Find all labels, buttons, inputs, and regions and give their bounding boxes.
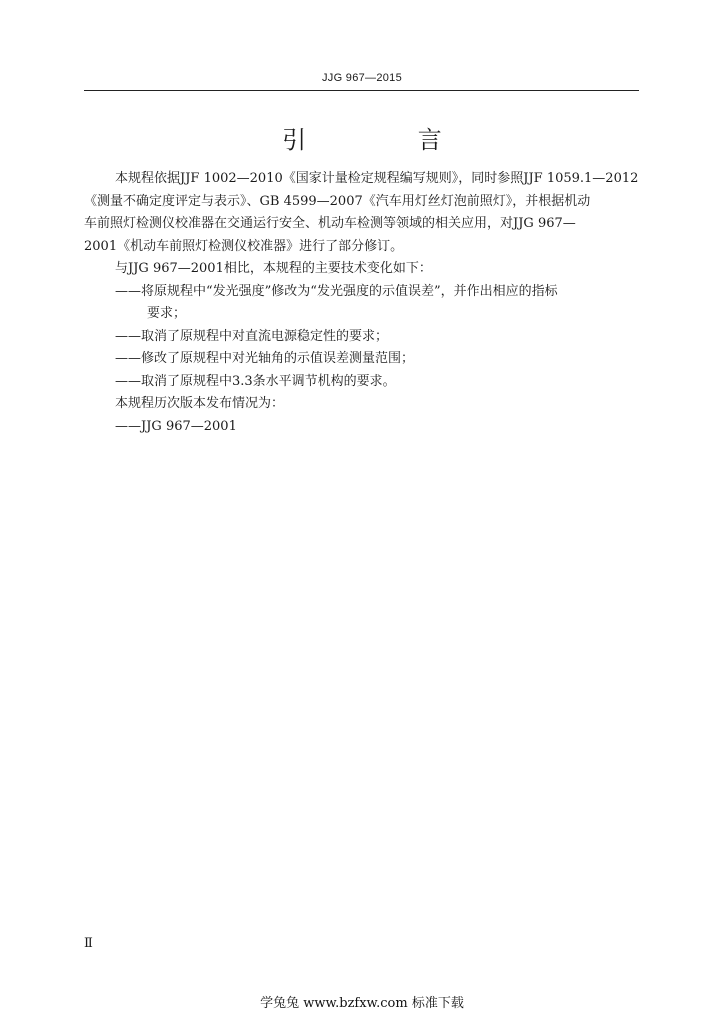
list-item-continuation: 要求；: [147, 306, 187, 321]
page-title: 引 言: [282, 126, 494, 154]
list-item: ——取消了原规程中3.3条水平调节机构的要求。: [115, 373, 396, 389]
header-divider: [84, 90, 639, 91]
paragraph-line: 本规程历次版本发布情况为：: [115, 396, 285, 411]
list-item: ——将原规程中“发光强度”修改为“发光强度的示值误差”，并作出相应的指标: [115, 283, 558, 299]
paragraph-line: 车前照灯检测仪校准器在交通运行安全、机动车检测等领域的相关应用，对JJG 967—: [84, 216, 576, 231]
document-body: [84, 168, 640, 438]
page-number: Ⅱ: [84, 936, 93, 951]
document-code-header: JJG 967—2015: [321, 72, 403, 84]
list-item: ——JJG 967—2001: [115, 418, 237, 434]
paragraph-line: 与JJG 967—2001相比，本规程的主要技术变化如下：: [115, 261, 432, 276]
paragraph-line: 2001《机动车前照灯检测仪校准器》进行了部分修订。: [84, 238, 404, 254]
list-item: ——取消了原规程中对直流电源稳定性的要求；: [115, 328, 389, 344]
paragraph-line: 本规程依据JJF 1002—2010《国家计量检定规程编写规则》，同时参照JJF 1059.1—2012: [115, 171, 639, 186]
site-watermark: 学兔兔 www.bzfxw.com 标准下载: [260, 996, 464, 1011]
list-item: ——修改了原规程中对光轴角的示值误差测量范围；: [115, 351, 415, 366]
paragraph-line: 《测量不确定度评定与表示》、GB 4599—2007《汽车用灯丝灯泡前照灯》，并根据机动: [84, 193, 591, 209]
